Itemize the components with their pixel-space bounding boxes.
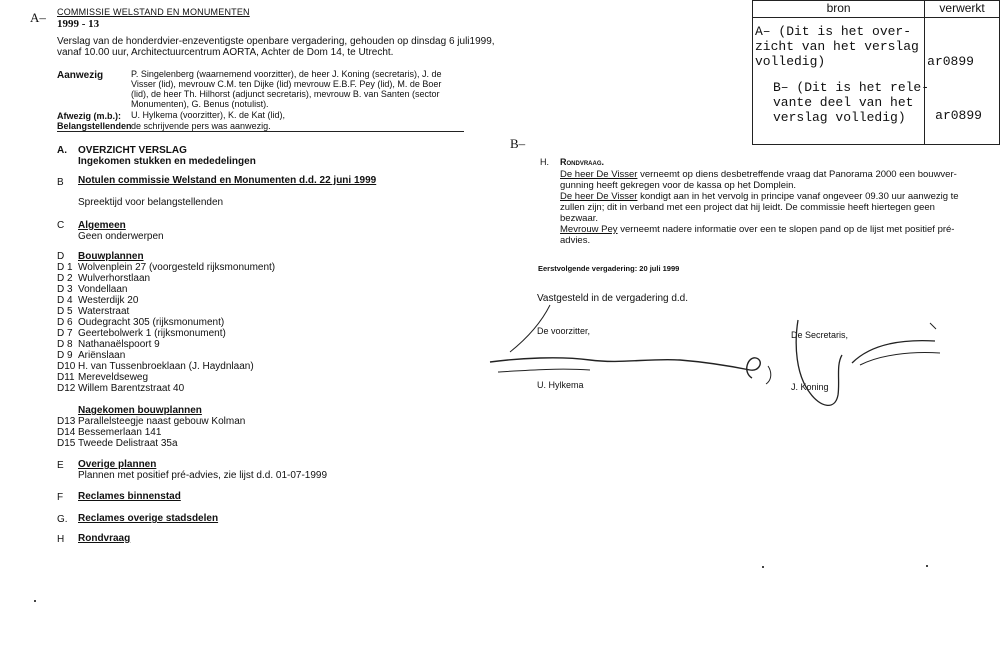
source-entry-a: A– (Dit is het over- zicht van het verslag volledig) xyxy=(755,24,919,69)
present-line-1: P. Singelenberg (waarnemend voorzitter), de heer J. Koning (secretaris), J. de xyxy=(131,69,442,79)
plan-code: D 8 xyxy=(57,339,73,350)
section-d-title: Bouwplannen xyxy=(78,251,144,262)
plan-address: Wolvenplein 27 (voorgesteld rijksmonument) xyxy=(78,262,276,273)
plan-address: H. van Tussenbroeklaan (J. Haydnlaan) xyxy=(78,361,254,372)
section-f-title: Reclames binnenstad xyxy=(78,491,181,502)
plan-address: Tweede Delistraat 35a xyxy=(78,438,178,449)
reference-table xyxy=(752,0,1000,145)
source-cell xyxy=(753,18,930,145)
section-h-code: H xyxy=(57,534,65,545)
plan-address: Oudegracht 305 (rijksmonument) xyxy=(78,317,225,328)
section-e-code: E xyxy=(57,460,64,471)
meeting-number: 1999 - 13 xyxy=(57,18,100,30)
section-b-title: Notulen commissie Welstand en Monumenten d.d. 22 juni 1999 xyxy=(78,175,377,186)
section-a-subtitle: Ingekomen stukken en mededelingen xyxy=(78,156,256,167)
chair-label: De voorzitter, xyxy=(537,326,591,336)
header-divider xyxy=(57,131,464,132)
section-d-code: D xyxy=(57,251,65,262)
present-line-3: (lid), de heer Th. Hilhorst (adjunct secretaris), mevrouw B. van Santen (sector xyxy=(131,89,440,99)
col-header-processed: verwerkt xyxy=(925,1,1000,18)
section-b-note: Spreektijd voor belangstellenden xyxy=(78,197,224,208)
secretary-label: De Secretaris, xyxy=(791,330,849,340)
section-b-code: B xyxy=(57,177,64,188)
present-line-4: Monumenten), G. Benus (notulist). xyxy=(131,99,269,109)
section-g-title: Reclames overige stadsdelen xyxy=(78,513,219,524)
plan-address: Westerdijk 20 xyxy=(78,295,139,306)
section-c-title: Algemeen xyxy=(78,220,126,231)
plan-address: Mereveldseweg xyxy=(78,372,149,383)
plan-address: Parallelsteegje naast gebouw Kolman xyxy=(78,416,246,427)
plan-address: Nathanaëlspoort 9 xyxy=(78,339,160,350)
rondvraag-code: H. xyxy=(540,157,549,167)
plan-address: Waterstraat xyxy=(78,306,130,317)
plan-address: Bessemerlaan 141 xyxy=(78,427,162,438)
intro-line-1: Verslag van de honderdvier-enzeventigste openbare vergadering, gehouden op dinsdag 6 juli1999, xyxy=(57,36,495,47)
section-g-code: G. xyxy=(57,514,68,525)
section-a-code: A. xyxy=(57,145,67,156)
secretary-signature xyxy=(780,315,950,425)
source-entry-b: B– (Dit is het rele- vante deel van het verslag volledig) xyxy=(773,80,930,125)
scan-speck xyxy=(34,600,36,602)
plan-code: D 2 xyxy=(57,273,73,284)
plan-code: D 4 xyxy=(57,295,73,306)
col-header-source: bron xyxy=(753,1,925,18)
plan-code: D 3 xyxy=(57,284,73,295)
section-h-title: Rondvraag xyxy=(78,533,131,544)
interested-text: de schrijvende pers was aanwezig. xyxy=(131,121,271,131)
plan-code: D 9 xyxy=(57,350,73,361)
chair-name: U. Hylkema xyxy=(537,380,584,390)
commission-name: COMMISSIE WELSTAND EN MONUMENTEN xyxy=(57,7,250,17)
paragraph-visser-2: De heer De Visser kondigt aan in het vervolg in principe vanaf ongeveer 09.30 uur aanwezig te zullen zijn; dit in verband met een project dat hij leidt. De commissie heeft hiertegen geen bezwaar. xyxy=(560,191,959,224)
plan-code: D 1 xyxy=(57,262,73,273)
marker-b: B– xyxy=(510,136,526,151)
intro-line-2: vanaf 10.00 uur, Architectuurcentrum AORTA, Achter de Dom 14, te Utrecht. xyxy=(57,47,394,58)
plan-code: D 7 xyxy=(57,328,73,339)
plan-address: Geertebolwerk 1 (rijksmonument) xyxy=(78,328,226,339)
late-plans-title: Nagekomen bouwplannen xyxy=(78,405,202,416)
section-e-note: Plannen met positief pré-advies, zie lijst d.d. 01-07-1999 xyxy=(78,470,328,481)
paragraph-visser-1: De heer De Visser verneemt op diens desbetreffende vraag dat Panorama 2000 een bouwver- gunning heeft gekregen voor de kassa op het Domplein. xyxy=(560,169,957,191)
plan-code: D10 xyxy=(57,361,76,372)
plan-address: Willem Barentzstraat 40 xyxy=(78,383,185,394)
next-meeting: Eerstvolgende vergadering: 20 juli 1999 xyxy=(538,264,680,273)
section-f-code: F xyxy=(57,492,64,503)
plan-address: Vondellaan xyxy=(78,284,128,295)
absent-label: Afwezig (m.b.): xyxy=(57,111,121,121)
plan-code: D13 xyxy=(57,416,76,427)
paragraph-pey: Mevrouw Pey verneemt nadere informatie over een te slopen pand op de lijst met positief pré- advies. xyxy=(560,224,955,246)
present-line-2: Visser (lid), mevrouw C.M. ten Dijke (lid) mevrouw E.B.F. Pey (lid), M. de Boer xyxy=(131,79,442,89)
adopted-line: Vastgesteld in de vergadering d.d. xyxy=(537,293,689,304)
plan-code: D12 xyxy=(57,383,76,394)
plan-code: D15 xyxy=(57,438,76,449)
plan-code: D 5 xyxy=(57,306,73,317)
chair-signature xyxy=(480,300,780,400)
processed-cell xyxy=(925,18,1000,145)
processed-entry-a: ar0899 xyxy=(927,54,974,69)
section-c-code: C xyxy=(57,220,65,231)
plan-code: D11 xyxy=(57,372,75,383)
section-c-note: Geen onderwerpen xyxy=(78,231,164,242)
rondvraag-title: Rondvraag. xyxy=(560,157,605,167)
speaker-name: Mevrouw Pey xyxy=(560,224,618,235)
plan-address: Wulverhorstlaan xyxy=(78,273,151,284)
plan-code: D14 xyxy=(57,427,76,438)
scan-speck xyxy=(926,565,928,567)
present-label: Aanwezig xyxy=(57,70,104,81)
plan-code: D 6 xyxy=(57,317,73,328)
scan-speck xyxy=(762,566,764,568)
interested-label: Belangstellenden xyxy=(57,121,132,131)
speaker-name: De heer De Visser xyxy=(560,191,638,202)
section-e-title: Overige plannen xyxy=(78,459,157,470)
processed-entry-b: ar0899 xyxy=(935,108,982,123)
marker-a: A– xyxy=(30,10,46,25)
section-a-title: OVERZICHT VERSLAG xyxy=(78,145,187,156)
absent-text: U. Hylkema (voorzitter), K. de Kat (lid), xyxy=(131,110,286,120)
secretary-name: J. Koning xyxy=(791,382,829,392)
plan-address: Ariënslaan xyxy=(78,350,126,361)
speaker-name: De heer De Visser xyxy=(560,169,638,180)
